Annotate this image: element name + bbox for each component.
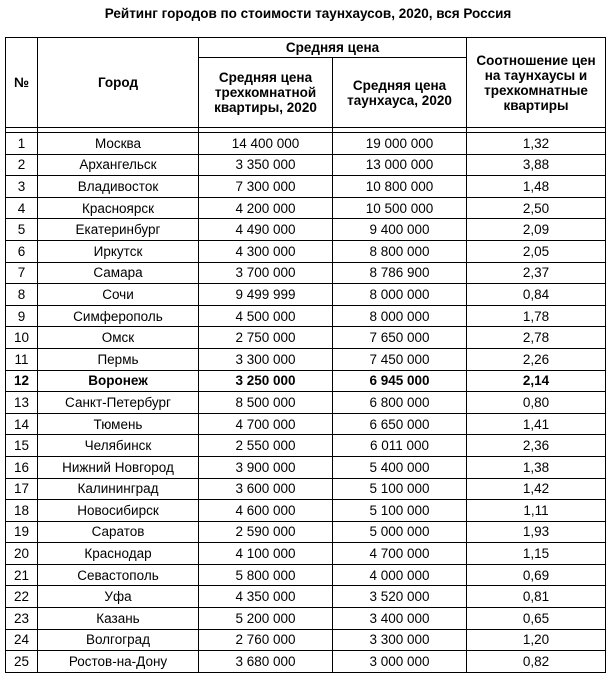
header-price-townhouse: Средняя цена таунхауса, 2020 — [333, 58, 467, 128]
cell-price-townhouse: 5 100 000 — [333, 478, 467, 500]
cell-price-townhouse: 7 650 000 — [333, 327, 467, 349]
cell-price-townhouse: 10 800 000 — [333, 176, 467, 198]
table-row — [6, 219, 606, 241]
cell-num: 19 — [6, 521, 38, 543]
rating-table — [5, 37, 606, 673]
cell-ratio: 1,41 — [467, 413, 606, 435]
header-num: № — [6, 38, 38, 128]
cell-num: 2 — [6, 154, 38, 176]
cell-ratio: 1,11 — [467, 500, 606, 522]
cell-city: Воронеж — [38, 370, 199, 392]
cell-city: Самара — [38, 262, 199, 284]
cell-ratio: 1,93 — [467, 521, 606, 543]
cell-city: Владивосток — [38, 176, 199, 198]
table-row — [6, 478, 606, 500]
table-row — [6, 456, 606, 478]
cell-num: 15 — [6, 435, 38, 457]
table-row — [6, 240, 606, 262]
cell-num: 1 — [6, 133, 38, 155]
cell-num: 9 — [6, 305, 38, 327]
table-row — [6, 392, 606, 414]
cell-city: Омск — [38, 327, 199, 349]
cell-ratio: 1,15 — [467, 543, 606, 565]
cell-price-townhouse: 4 000 000 — [333, 564, 467, 586]
cell-price-3room: 14 400 000 — [199, 133, 333, 155]
page-title: Рейтинг городов по стоимости таунхаусов, 2020, вся Россия — [104, 6, 512, 21]
cell-ratio: 0,80 — [467, 392, 606, 414]
cell-city: Челябинск — [38, 435, 199, 457]
cell-price-3room: 9 499 999 — [199, 284, 333, 306]
cell-price-townhouse: 10 500 000 — [333, 197, 467, 219]
cell-price-townhouse: 8 000 000 — [333, 305, 467, 327]
header-city: Город — [38, 38, 199, 128]
cell-city: Симферополь — [38, 305, 199, 327]
table-row — [6, 543, 606, 565]
cell-price-3room: 4 490 000 — [199, 219, 333, 241]
table-body — [6, 133, 606, 673]
cell-num: 20 — [6, 543, 38, 565]
cell-city: Красноярск — [38, 197, 199, 219]
cell-num: 16 — [6, 456, 38, 478]
table-row — [6, 608, 606, 630]
table-row — [6, 586, 606, 608]
cell-ratio: 0,65 — [467, 608, 606, 630]
cell-city: Саратов — [38, 521, 199, 543]
cell-city: Москва — [38, 133, 199, 155]
cell-price-townhouse: 3 300 000 — [333, 629, 467, 651]
table-row — [6, 284, 606, 306]
cell-ratio: 0,69 — [467, 564, 606, 586]
cell-ratio: 1,78 — [467, 305, 606, 327]
cell-city: Екатеринбург — [38, 219, 199, 241]
cell-num: 5 — [6, 219, 38, 241]
cell-price-3room: 5 800 000 — [199, 564, 333, 586]
cell-num: 18 — [6, 500, 38, 522]
cell-ratio: 0,84 — [467, 284, 606, 306]
table-row — [6, 629, 606, 651]
cell-city: Санкт-Петербург — [38, 392, 199, 414]
cell-city: Ростов-на-Дону — [38, 651, 199, 673]
cell-num: 14 — [6, 413, 38, 435]
cell-num: 17 — [6, 478, 38, 500]
cell-price-townhouse: 8 800 000 — [333, 240, 467, 262]
cell-ratio: 2,78 — [467, 327, 606, 349]
table-row — [6, 651, 606, 673]
cell-city: Нижний Новгород — [38, 456, 199, 478]
cell-ratio: 1,32 — [467, 133, 606, 155]
cell-ratio: 1,42 — [467, 478, 606, 500]
cell-price-3room: 4 500 000 — [199, 305, 333, 327]
cell-price-3room: 7 300 000 — [199, 176, 333, 198]
cell-price-3room: 3 700 000 — [199, 262, 333, 284]
cell-num: 3 — [6, 176, 38, 198]
table-row — [6, 176, 606, 198]
cell-price-townhouse: 5 000 000 — [333, 521, 467, 543]
cell-price-3room: 3 250 000 — [199, 370, 333, 392]
cell-num: 6 — [6, 240, 38, 262]
table-row — [6, 521, 606, 543]
cell-num: 4 — [6, 197, 38, 219]
cell-num: 8 — [6, 284, 38, 306]
cell-ratio: 0,82 — [467, 651, 606, 673]
cell-num: 23 — [6, 608, 38, 630]
table-row — [6, 500, 606, 522]
cell-price-3room: 4 300 000 — [199, 240, 333, 262]
cell-city: Тюмень — [38, 413, 199, 435]
cell-price-townhouse: 6 011 000 — [333, 435, 467, 457]
cell-price-townhouse: 4 700 000 — [333, 543, 467, 565]
table-row — [6, 327, 606, 349]
cell-num: 13 — [6, 392, 38, 414]
cell-price-3room: 2 590 000 — [199, 521, 333, 543]
table-row — [6, 348, 606, 370]
cell-price-townhouse: 3 520 000 — [333, 586, 467, 608]
cell-price-3room: 3 300 000 — [199, 348, 333, 370]
cell-num: 24 — [6, 629, 38, 651]
table-header — [6, 38, 606, 133]
cell-ratio: 0,81 — [467, 586, 606, 608]
table-row — [6, 133, 606, 155]
cell-ratio: 2,50 — [467, 197, 606, 219]
header-ratio: Соотношение цен на таунхаусы и трехкомнатные квартиры — [467, 38, 606, 128]
cell-price-townhouse: 13 000 000 — [333, 154, 467, 176]
table-row — [6, 197, 606, 219]
cell-ratio: 2,05 — [467, 240, 606, 262]
cell-ratio: 2,09 — [467, 219, 606, 241]
cell-ratio: 2,26 — [467, 348, 606, 370]
cell-price-3room: 2 750 000 — [199, 327, 333, 349]
cell-city: Сочи — [38, 284, 199, 306]
cell-price-townhouse: 6 800 000 — [333, 392, 467, 414]
cell-price-townhouse: 7 450 000 — [333, 348, 467, 370]
cell-num: 12 — [6, 370, 38, 392]
cell-city: Пермь — [38, 348, 199, 370]
cell-num: 25 — [6, 651, 38, 673]
cell-price-3room: 4 600 000 — [199, 500, 333, 522]
cell-price-townhouse: 9 400 000 — [333, 219, 467, 241]
cell-price-3room: 8 500 000 — [199, 392, 333, 414]
cell-price-3room: 4 100 000 — [199, 543, 333, 565]
cell-ratio: 2,37 — [467, 262, 606, 284]
cell-ratio: 1,38 — [467, 456, 606, 478]
cell-ratio: 2,14 — [467, 370, 606, 392]
table-row — [6, 435, 606, 457]
table-row — [6, 262, 606, 284]
cell-price-3room: 4 350 000 — [199, 586, 333, 608]
cell-num: 21 — [6, 564, 38, 586]
cell-price-3room: 5 200 000 — [199, 608, 333, 630]
cell-city: Уфа — [38, 586, 199, 608]
cell-price-3room: 4 700 000 — [199, 413, 333, 435]
cell-city: Калининград — [38, 478, 199, 500]
cell-ratio: 1,48 — [467, 176, 606, 198]
header-price-3room: Средняя цена трехкомнатной квартиры, 2020 — [199, 58, 333, 128]
cell-num: 10 — [6, 327, 38, 349]
cell-city: Казань — [38, 608, 199, 630]
cell-city: Иркутск — [38, 240, 199, 262]
cell-num: 11 — [6, 348, 38, 370]
header-avg-price-group: Средняя цена — [199, 38, 467, 58]
cell-price-townhouse: 3 400 000 — [333, 608, 467, 630]
cell-price-3room: 3 680 000 — [199, 651, 333, 673]
cell-price-townhouse: 6 650 000 — [333, 413, 467, 435]
table-row — [6, 564, 606, 586]
cell-price-townhouse: 19 000 000 — [333, 133, 467, 155]
cell-price-3room: 3 350 000 — [199, 154, 333, 176]
cell-city: Севастополь — [38, 564, 199, 586]
cell-city: Новосибирск — [38, 500, 199, 522]
cell-num: 22 — [6, 586, 38, 608]
cell-price-townhouse: 6 945 000 — [333, 370, 467, 392]
cell-city: Архангельск — [38, 154, 199, 176]
cell-city: Волгоград — [38, 629, 199, 651]
cell-price-3room: 2 550 000 — [199, 435, 333, 457]
cell-num: 7 — [6, 262, 38, 284]
cell-price-townhouse: 3 000 000 — [333, 651, 467, 673]
cell-ratio: 2,36 — [467, 435, 606, 457]
cell-ratio: 3,88 — [467, 154, 606, 176]
cell-price-townhouse: 5 100 000 — [333, 500, 467, 522]
cell-price-3room: 3 600 000 — [199, 478, 333, 500]
table-row — [6, 305, 606, 327]
table-row — [6, 154, 606, 176]
cell-price-townhouse: 5 400 000 — [333, 456, 467, 478]
cell-city: Краснодар — [38, 543, 199, 565]
cell-price-3room: 3 900 000 — [199, 456, 333, 478]
cell-price-townhouse: 8 000 000 — [333, 284, 467, 306]
cell-price-townhouse: 8 786 900 — [333, 262, 467, 284]
cell-price-3room: 4 200 000 — [199, 197, 333, 219]
cell-ratio: 1,20 — [467, 629, 606, 651]
table-row — [6, 370, 606, 392]
table-row — [6, 413, 606, 435]
cell-price-3room: 2 760 000 — [199, 629, 333, 651]
